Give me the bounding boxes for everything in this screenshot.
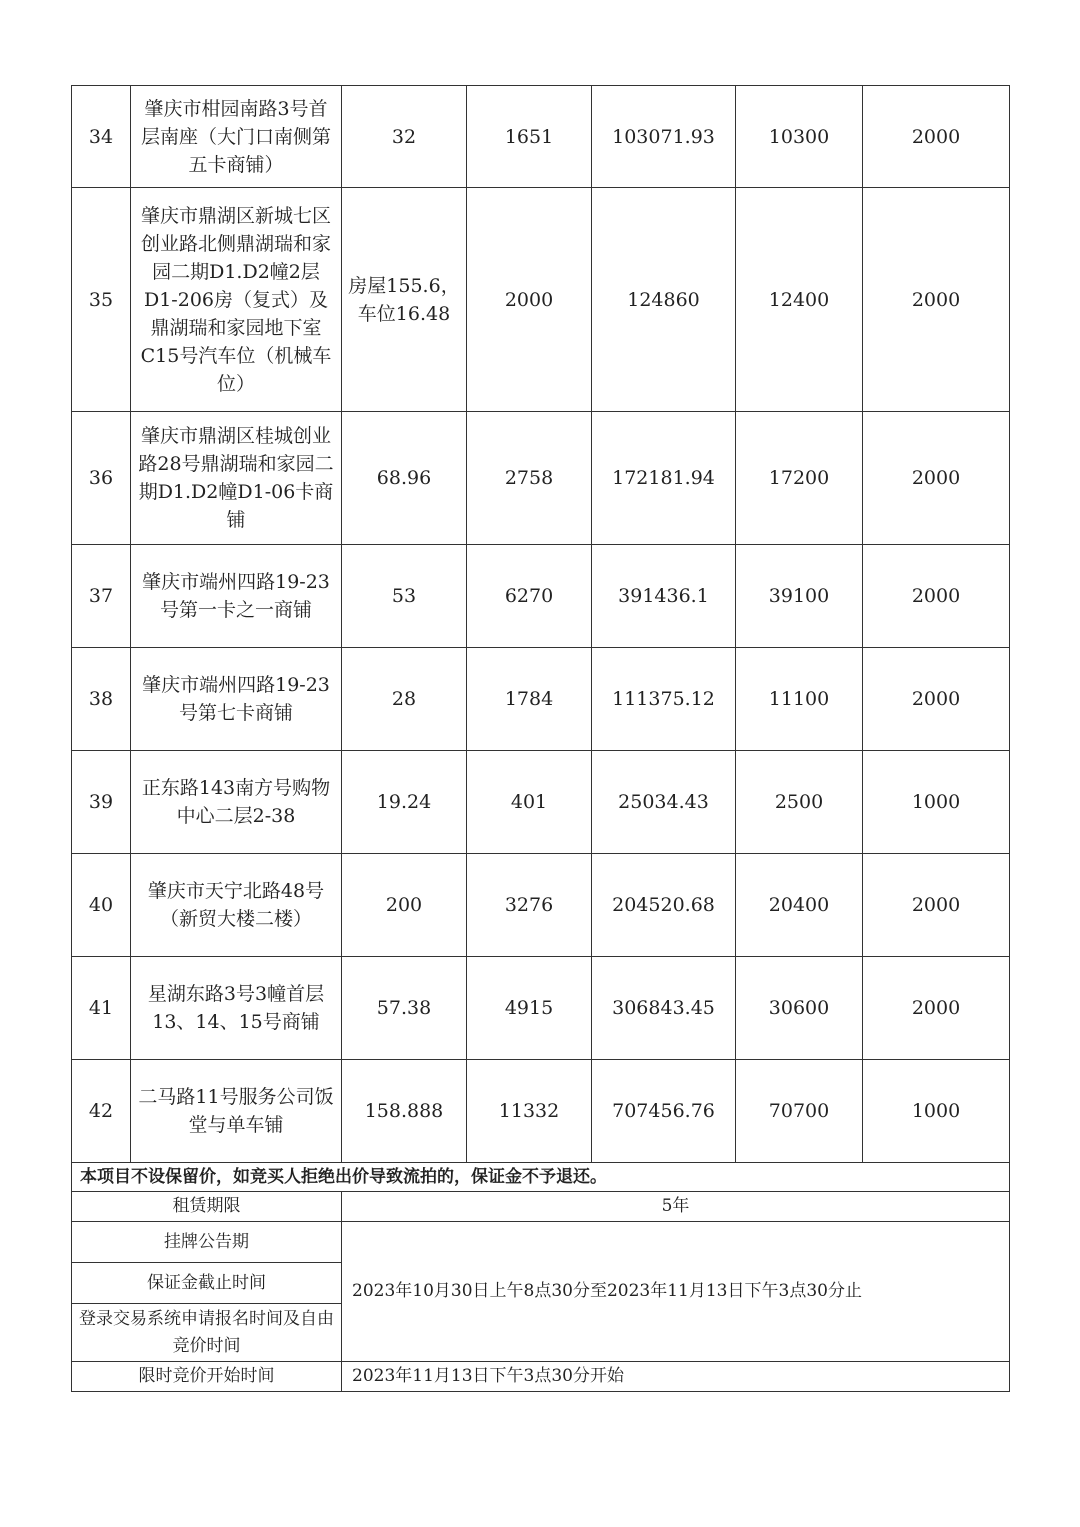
lease-term-row — [72, 1192, 1010, 1222]
row-number: 38 — [72, 648, 131, 751]
property-area: 53 — [342, 545, 467, 648]
announcement-row — [72, 1222, 1010, 1263]
property-area: 200 — [342, 854, 467, 957]
row-number: 41 — [72, 957, 131, 1060]
value-col4: 707456.76 — [592, 1060, 736, 1163]
value-col3: 4915 — [467, 957, 592, 1060]
property-address: 肇庆市柑园南路3号首层南座（大门口南侧第五卡商铺） — [131, 86, 342, 188]
value-col3: 2000 — [467, 188, 592, 412]
property-area: 68.96 — [342, 412, 467, 545]
value-col3: 401 — [467, 751, 592, 854]
value-col3: 1651 — [467, 86, 592, 188]
value-col3: 6270 — [467, 545, 592, 648]
row-number: 42 — [72, 1060, 131, 1163]
value-col6: 1000 — [863, 1060, 1010, 1163]
table-row — [72, 854, 1010, 957]
row-number: 34 — [72, 86, 131, 188]
value-col6: 2000 — [863, 412, 1010, 545]
value-col5: 11100 — [736, 648, 863, 751]
note-row — [72, 1163, 1010, 1192]
reserve-price-note: 本项目不设保留价，如竞买人拒绝出价导致流拍的，保证金不予退还。 — [72, 1163, 1010, 1192]
value-col3: 2758 — [467, 412, 592, 545]
timed-bidding-label: 限时竞价开始时间 — [72, 1362, 342, 1392]
value-col6: 1000 — [863, 751, 1010, 854]
value-col4: 124860 — [592, 188, 736, 412]
lease-term-label: 租赁期限 — [72, 1192, 342, 1222]
row-number: 37 — [72, 545, 131, 648]
property-area: 19.24 — [342, 751, 467, 854]
value-col5: 20400 — [736, 854, 863, 957]
table-row — [72, 957, 1010, 1060]
table-row — [72, 412, 1010, 545]
property-area: 房屋155.6，车位16.48 — [342, 188, 467, 412]
value-col4: 391436.1 — [592, 545, 736, 648]
table-row — [72, 751, 1010, 854]
period-value: 2023年10月30日上午8点30分至2023年11月13日下午3点30分止 — [342, 1222, 1010, 1362]
property-address: 星湖东路3号3幢首层13、14、15号商铺 — [131, 957, 342, 1060]
value-col6: 2000 — [863, 854, 1010, 957]
property-area: 32 — [342, 86, 467, 188]
value-col4: 172181.94 — [592, 412, 736, 545]
value-col3: 3276 — [467, 854, 592, 957]
timed-bidding-row — [72, 1362, 1010, 1392]
value-col5: 30600 — [736, 957, 863, 1060]
value-col5: 2500 — [736, 751, 863, 854]
row-number: 40 — [72, 854, 131, 957]
auction-table — [71, 85, 1010, 1392]
value-col4: 306843.45 — [592, 957, 736, 1060]
value-col5: 70700 — [736, 1060, 863, 1163]
table-row — [72, 545, 1010, 648]
property-address: 肇庆市端州四路19-23号第一卡之一商铺 — [131, 545, 342, 648]
value-col4: 111375.12 — [592, 648, 736, 751]
value-col6: 2000 — [863, 648, 1010, 751]
value-col4: 25034.43 — [592, 751, 736, 854]
value-col4: 204520.68 — [592, 854, 736, 957]
value-col5: 39100 — [736, 545, 863, 648]
value-col6: 2000 — [863, 545, 1010, 648]
property-address: 肇庆市鼎湖区桂城创业路28号鼎湖瑞和家园二期D1.D2幢D1-06卡商铺 — [131, 412, 342, 545]
value-col5: 12400 — [736, 188, 863, 412]
property-area: 57.38 — [342, 957, 467, 1060]
value-col3: 11332 — [467, 1060, 592, 1163]
table-row — [72, 188, 1010, 412]
value-col5: 10300 — [736, 86, 863, 188]
table-row — [72, 648, 1010, 751]
property-area: 158.888 — [342, 1060, 467, 1163]
timed-bidding-value: 2023年11月13日下午3点30分开始 — [342, 1362, 1010, 1392]
property-area: 28 — [342, 648, 467, 751]
property-address: 肇庆市端州四路19-23号第七卡商铺 — [131, 648, 342, 751]
deposit-deadline-label: 保证金截止时间 — [72, 1263, 342, 1304]
registration-label: 登录交易系统申请报名时间及自由竞价时间 — [72, 1304, 342, 1362]
property-address: 正东路143南方号购物中心二层2-38 — [131, 751, 342, 854]
property-address: 二马路11号服务公司饭堂与单车铺 — [131, 1060, 342, 1163]
value-col3: 1784 — [467, 648, 592, 751]
row-number: 39 — [72, 751, 131, 854]
property-address: 肇庆市鼎湖区新城七区创业路北侧鼎湖瑞和家园二期D1.D2幢2层D1-206房（复式）及鼎湖瑞和家园地下室C15号汽车位（机械车位） — [131, 188, 342, 412]
lease-term-value: 5年 — [342, 1192, 1010, 1222]
table-row — [72, 86, 1010, 188]
value-col4: 103071.93 — [592, 86, 736, 188]
value-col6: 2000 — [863, 86, 1010, 188]
table-row — [72, 1060, 1010, 1163]
announcement-label: 挂牌公告期 — [72, 1222, 342, 1263]
property-address: 肇庆市天宁北路48号（新贸大楼二楼） — [131, 854, 342, 957]
row-number: 35 — [72, 188, 131, 412]
value-col5: 17200 — [736, 412, 863, 545]
row-number: 36 — [72, 412, 131, 545]
value-col6: 2000 — [863, 188, 1010, 412]
value-col6: 2000 — [863, 957, 1010, 1060]
